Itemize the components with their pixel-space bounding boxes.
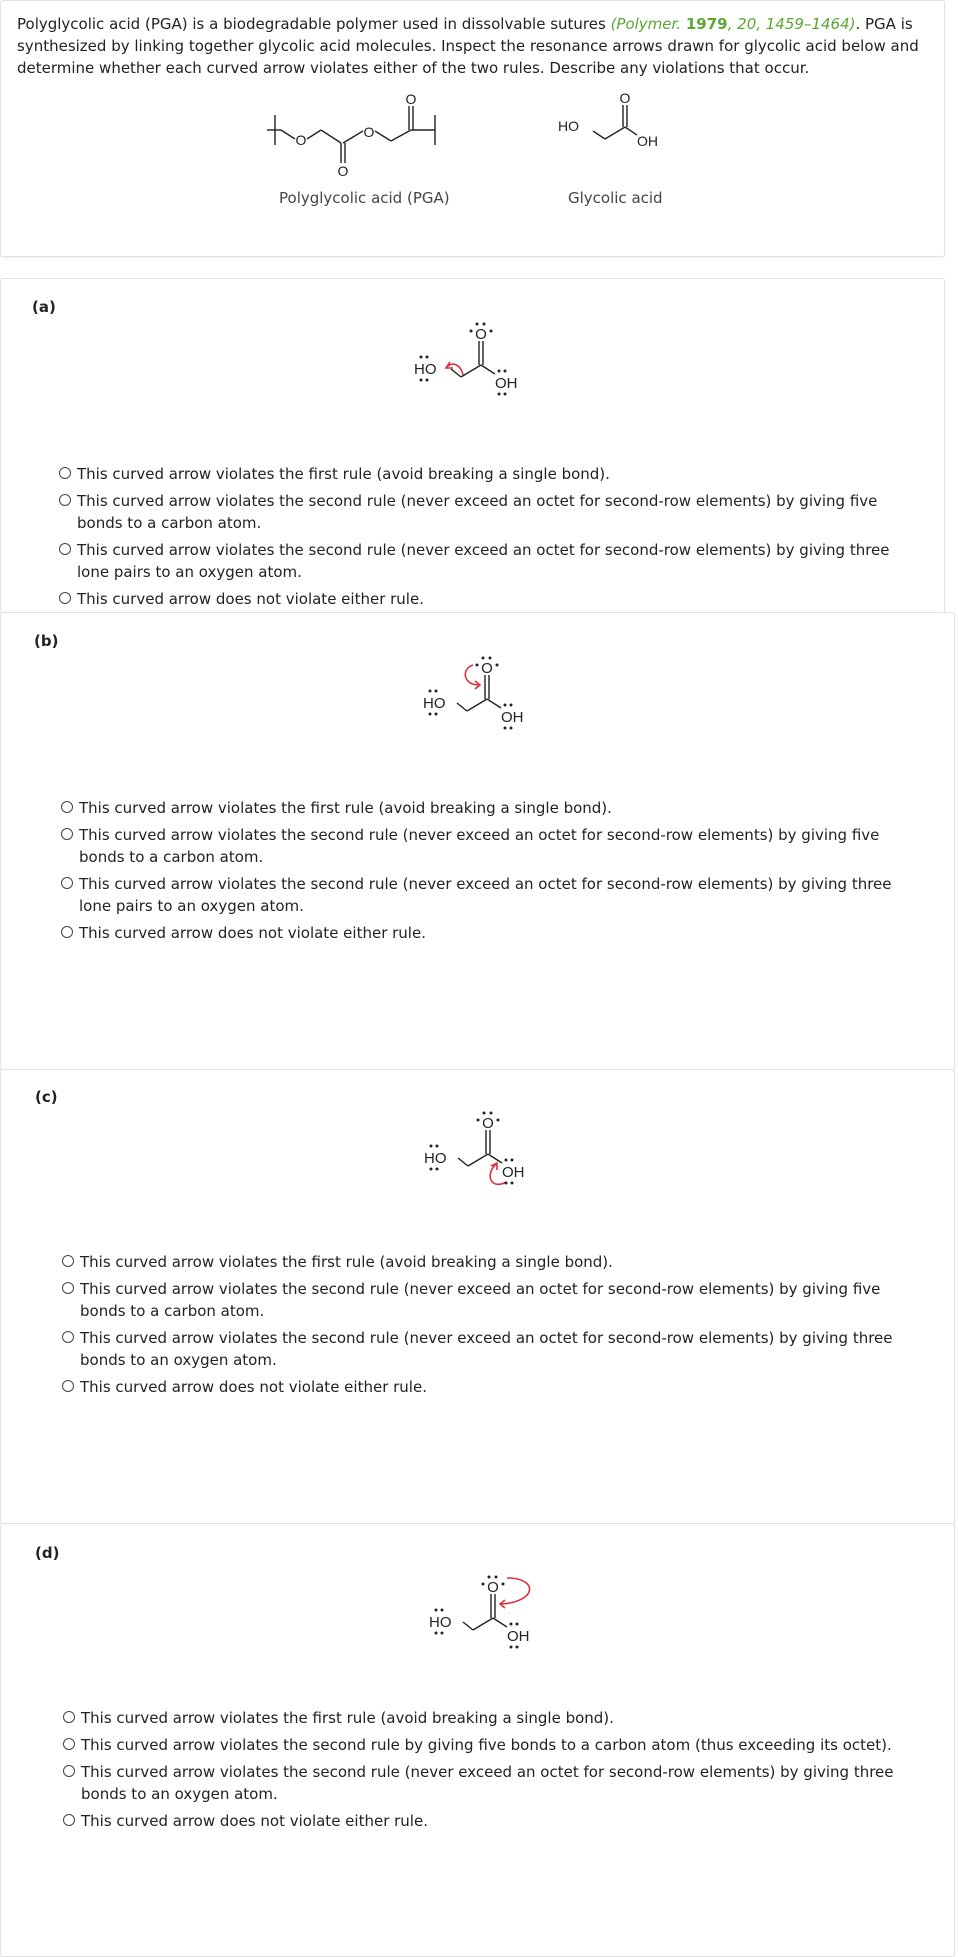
- glycolic-caption: Glycolic acid: [568, 189, 663, 207]
- option-label: This curved arrow violates the second rule by giving five bonds to a carbon atom (thus exceeding its octet).: [81, 1736, 892, 1754]
- glycolic-oh: OH: [637, 133, 658, 149]
- radio-button[interactable]: [62, 1282, 74, 1294]
- option-label: This curved arrow violates the first rule (avoid breaking a single bond).: [77, 465, 610, 483]
- radio-button[interactable]: [62, 1255, 74, 1267]
- atom-oh: OH: [502, 1164, 525, 1181]
- radio-button[interactable]: [61, 926, 73, 938]
- intro-text-end: . PGA is synthesized by linking together glycolic acid molecules. Inspect the resonance arrows drawn for glycolic acid below and determine whether each curved arrow violates either of the two rules. Describe any violations that occur.: [17, 15, 919, 77]
- options-c: [62, 1251, 912, 1398]
- atom-oh: OH: [495, 375, 518, 392]
- atom-oh: OH: [507, 1628, 530, 1645]
- option-row[interactable]: [61, 824, 911, 868]
- radio-button[interactable]: [63, 1738, 75, 1750]
- atom-o: O: [482, 1115, 494, 1132]
- option-row[interactable]: [63, 1707, 923, 1729]
- atom-oh: OH: [501, 709, 524, 726]
- glycolic-o: O: [619, 90, 631, 106]
- question-card-b: [0, 612, 955, 1070]
- radio-button[interactable]: [59, 592, 71, 604]
- intro-card: [0, 0, 945, 257]
- structure-a: [407, 327, 547, 417]
- option-row[interactable]: [62, 1376, 912, 1398]
- radio-button[interactable]: [62, 1380, 74, 1392]
- radio-button[interactable]: [61, 828, 73, 840]
- structure-c: [414, 1116, 554, 1206]
- atom-ho: HO: [429, 1614, 452, 1631]
- pga-structure: [263, 93, 463, 188]
- part-label: (b): [34, 632, 59, 650]
- option-label: This curved arrow does not violate either rule.: [80, 1378, 427, 1396]
- atom-o: O: [487, 1579, 499, 1596]
- option-row[interactable]: [62, 1327, 912, 1371]
- option-label: This curved arrow violates the second rule (never exceed an octet for second-row elements) by giving five bonds to a carbon atom.: [79, 826, 880, 866]
- option-label: This curved arrow does not violate either rule.: [81, 1812, 428, 1830]
- option-row[interactable]: [61, 922, 911, 944]
- glycolic-acid-structure: [553, 90, 693, 153]
- option-row[interactable]: [61, 873, 911, 917]
- option-label: This curved arrow does not violate either rule.: [79, 924, 426, 942]
- radio-button[interactable]: [63, 1711, 75, 1723]
- question-card-a: [0, 278, 945, 613]
- pga-o-3: O: [337, 163, 349, 179]
- pga-o-1: O: [295, 132, 307, 148]
- option-row[interactable]: [62, 1278, 912, 1322]
- option-row[interactable]: [63, 1761, 923, 1805]
- citation: (Polymer. 1979, 20, 1459–1464): [610, 15, 856, 33]
- structure-b: [413, 661, 553, 751]
- intro-paragraph: [17, 13, 943, 79]
- intro-text-start: Polyglycolic acid (PGA) is a biodegradable polymer used in dissolvable sutures: [17, 15, 611, 33]
- option-row[interactable]: [62, 1251, 912, 1273]
- question-card-d: [0, 1523, 955, 1957]
- radio-button[interactable]: [63, 1765, 75, 1777]
- option-row[interactable]: [63, 1734, 923, 1756]
- option-row[interactable]: [59, 539, 899, 583]
- option-label: This curved arrow violates the second rule (never exceed an octet for second-row elements) by giving five bonds to a carbon atom.: [80, 1280, 881, 1320]
- radio-button[interactable]: [61, 801, 73, 813]
- atom-ho: HO: [424, 1150, 447, 1167]
- part-label: (a): [32, 298, 56, 316]
- option-label: This curved arrow violates the first rule (avoid breaking a single bond).: [81, 1709, 614, 1727]
- pga-o-4: O: [405, 91, 417, 107]
- option-row[interactable]: [61, 797, 911, 819]
- atom-ho: HO: [423, 695, 446, 712]
- radio-button[interactable]: [59, 494, 71, 506]
- option-row[interactable]: [59, 588, 899, 610]
- radio-button[interactable]: [63, 1814, 75, 1826]
- radio-button[interactable]: [62, 1331, 74, 1343]
- options-b: [61, 797, 911, 944]
- option-label: This curved arrow violates the second rule (never exceed an octet for second-row elements) by giving three bonds to an oxygen atom.: [80, 1329, 893, 1369]
- part-label: (c): [35, 1088, 58, 1106]
- pga-o-2: O: [363, 124, 375, 140]
- option-label: This curved arrow violates the second rule (never exceed an octet for second-row elements) by giving three lone pairs to an oxygen atom.: [77, 541, 890, 581]
- option-label: This curved arrow violates the second rule (never exceed an octet for second-row elements) by giving three lone pairs to an oxygen atom.: [79, 875, 892, 915]
- option-row[interactable]: [59, 463, 899, 485]
- question-card-c: [0, 1069, 955, 1524]
- option-label: This curved arrow does not violate either rule.: [77, 590, 424, 608]
- radio-button[interactable]: [59, 543, 71, 555]
- pga-caption: Polyglycolic acid (PGA): [279, 189, 450, 207]
- option-label: This curved arrow violates the second rule (never exceed an octet for second-row elements) by giving five bonds to a carbon atom.: [77, 492, 878, 532]
- structure-d: [419, 1580, 579, 1670]
- option-label: This curved arrow violates the second rule (never exceed an octet for second-row elements) by giving three bonds to an oxygen atom.: [81, 1763, 894, 1803]
- option-row[interactable]: [63, 1810, 923, 1832]
- option-row[interactable]: [59, 490, 899, 534]
- glycolic-ho: HO: [558, 118, 579, 134]
- options-a: [59, 463, 899, 610]
- options-d: [63, 1707, 923, 1832]
- atom-ho: HO: [414, 361, 437, 378]
- option-label: This curved arrow violates the first rule (avoid breaking a single bond).: [80, 1253, 613, 1271]
- atom-o: O: [481, 660, 493, 677]
- radio-button[interactable]: [59, 467, 71, 479]
- option-label: This curved arrow violates the first rule (avoid breaking a single bond).: [79, 799, 612, 817]
- part-label: (d): [35, 1544, 60, 1562]
- atom-o: O: [475, 326, 487, 343]
- radio-button[interactable]: [61, 877, 73, 889]
